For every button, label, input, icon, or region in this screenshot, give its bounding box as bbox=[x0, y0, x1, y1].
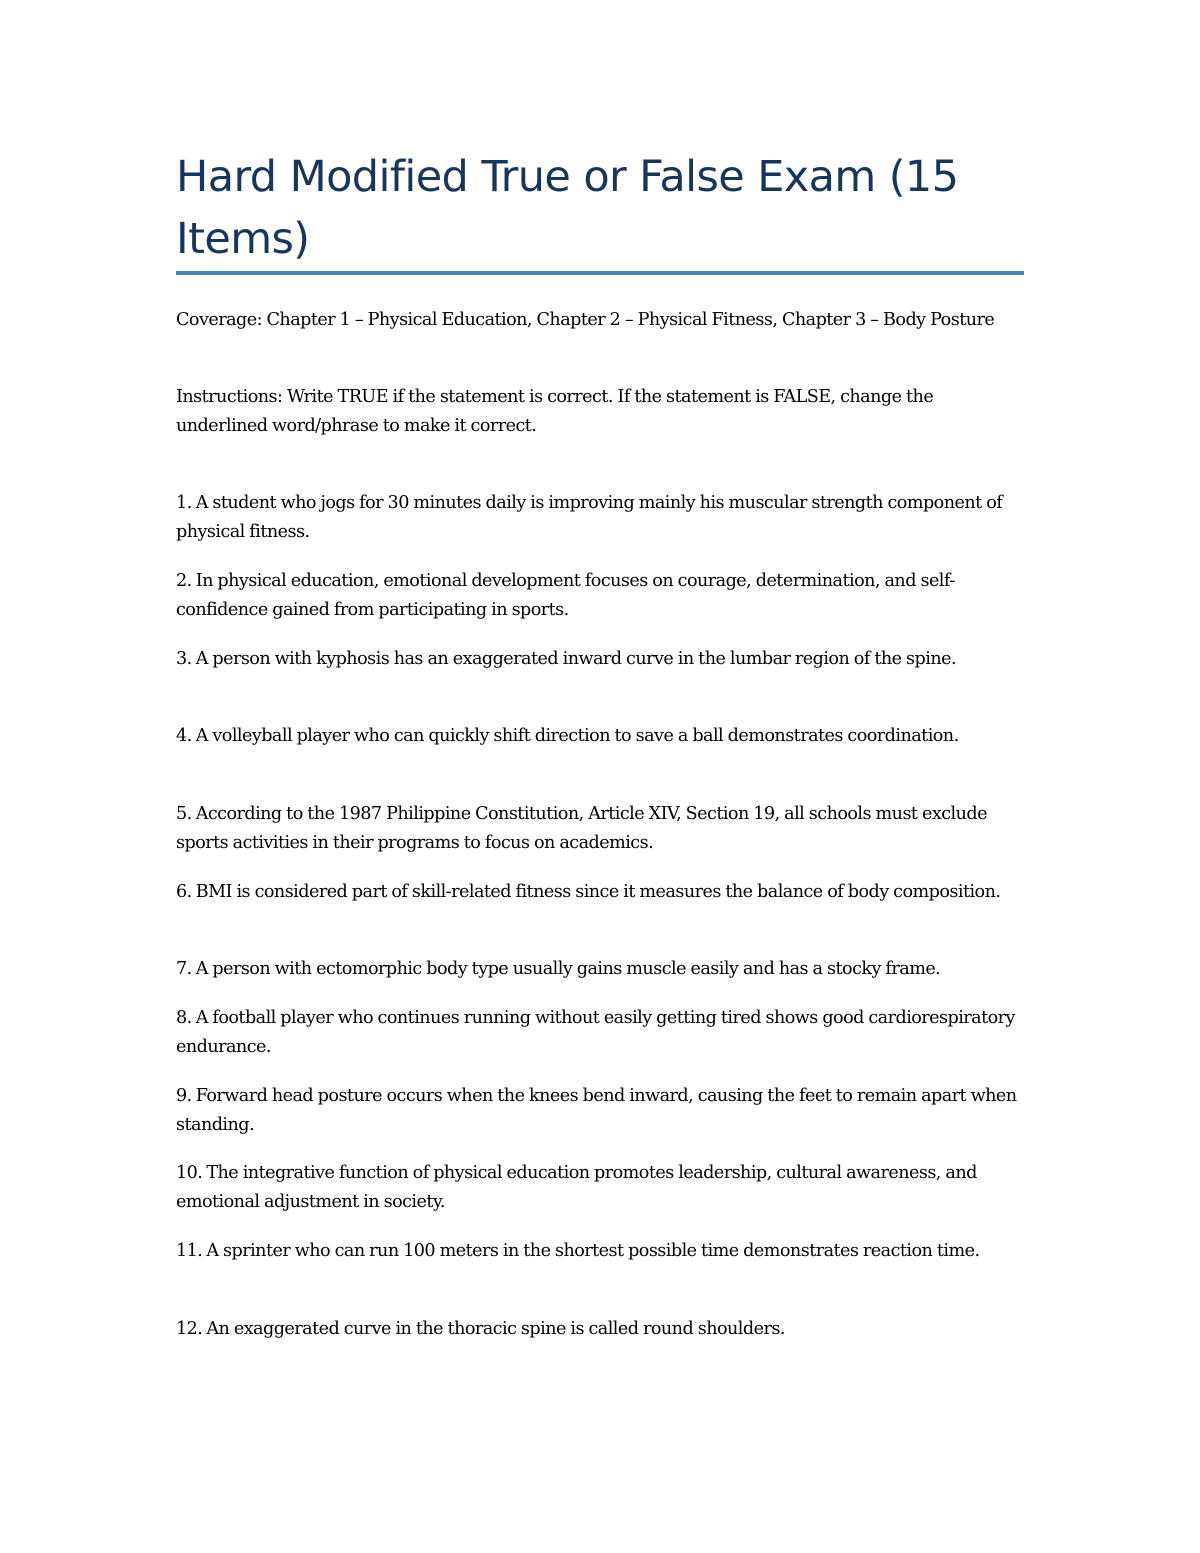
exam-item-9 bbox=[176, 1082, 1024, 1140]
coverage-paragraph: Coverage: Chapter 1 – Physical Education, Chapter 2 – Physical Fitness, Chapter 3 – Body Posture bbox=[176, 310, 995, 330]
item-number: 3. bbox=[176, 649, 192, 669]
item-text: The integrative function of physical education promotes leadership, cultural awareness, and emotional adjustment in society. bbox=[176, 1163, 977, 1212]
item-text: In physical education, emotional development focuses on courage, determination, and self-confidence gained from participating in sports. bbox=[176, 571, 955, 620]
item-text: A sprinter who can run 100 meters in the shortest possible time demonstrates reaction time. bbox=[206, 1241, 980, 1261]
exam-item-2 bbox=[176, 567, 1024, 625]
item-text: A student who jogs for 30 minutes daily is improving mainly his muscular strength component of physical fitness. bbox=[176, 493, 1003, 542]
item-text: A football player who continues running without easily getting tired shows good cardiorespiratory endurance. bbox=[176, 1008, 1015, 1057]
item-text: According to the 1987 Philippine Constitution, Article XIV, Section 19, all schools must exclude sports activities in their programs to focus on academics. bbox=[176, 804, 987, 853]
exam-item-12 bbox=[176, 1315, 1024, 1344]
exam-item-4 bbox=[176, 722, 1024, 751]
item-text: A volleyball player who can quickly shift direction to save a ball demonstrates coordination. bbox=[195, 726, 959, 746]
exam-item-1 bbox=[176, 489, 1024, 547]
exam-item-6 bbox=[176, 878, 1024, 907]
exam-item-10 bbox=[176, 1159, 1024, 1217]
exam-item-7 bbox=[176, 955, 1024, 984]
item-number: 12. bbox=[176, 1319, 203, 1339]
item-text: A person with ectomorphic body type usually gains muscle easily and has a stocky frame. bbox=[195, 959, 941, 979]
item-number: 8. bbox=[176, 1008, 192, 1028]
item-number: 5. bbox=[176, 804, 192, 824]
item-number: 9. bbox=[176, 1086, 192, 1106]
item-number: 2. bbox=[176, 571, 192, 591]
item-number: 4. bbox=[176, 726, 192, 746]
exam-item-3 bbox=[176, 645, 1024, 674]
item-number: 10. bbox=[176, 1163, 203, 1183]
exam-item-8 bbox=[176, 1004, 1024, 1062]
item-number: 7. bbox=[176, 959, 192, 979]
title-underline-rule bbox=[176, 271, 1024, 275]
item-number: 11. bbox=[176, 1241, 203, 1261]
item-number: 6. bbox=[176, 882, 192, 902]
exam-item-11 bbox=[176, 1237, 1024, 1266]
item-text: An exaggerated curve in the thoracic spine is called round shoulders. bbox=[206, 1319, 785, 1339]
item-text: Forward head posture occurs when the knees bend inward, causing the feet to remain apart when standing. bbox=[176, 1086, 1017, 1135]
exam-item-5 bbox=[176, 800, 1024, 858]
item-number: 1. bbox=[176, 493, 192, 513]
instructions-paragraph: Instructions: Write TRUE if the statement is correct. If the statement is FALSE, change the underlined word/phrase to make it correct. bbox=[176, 387, 934, 436]
document-title: Hard Modified True or False Exam (15 Items) bbox=[176, 152, 959, 264]
item-text: BMI is considered part of skill-related fitness since it measures the balance of body composition. bbox=[195, 882, 1001, 902]
item-text: A person with kyphosis has an exaggerated inward curve in the lumbar region of the spine. bbox=[195, 649, 957, 669]
